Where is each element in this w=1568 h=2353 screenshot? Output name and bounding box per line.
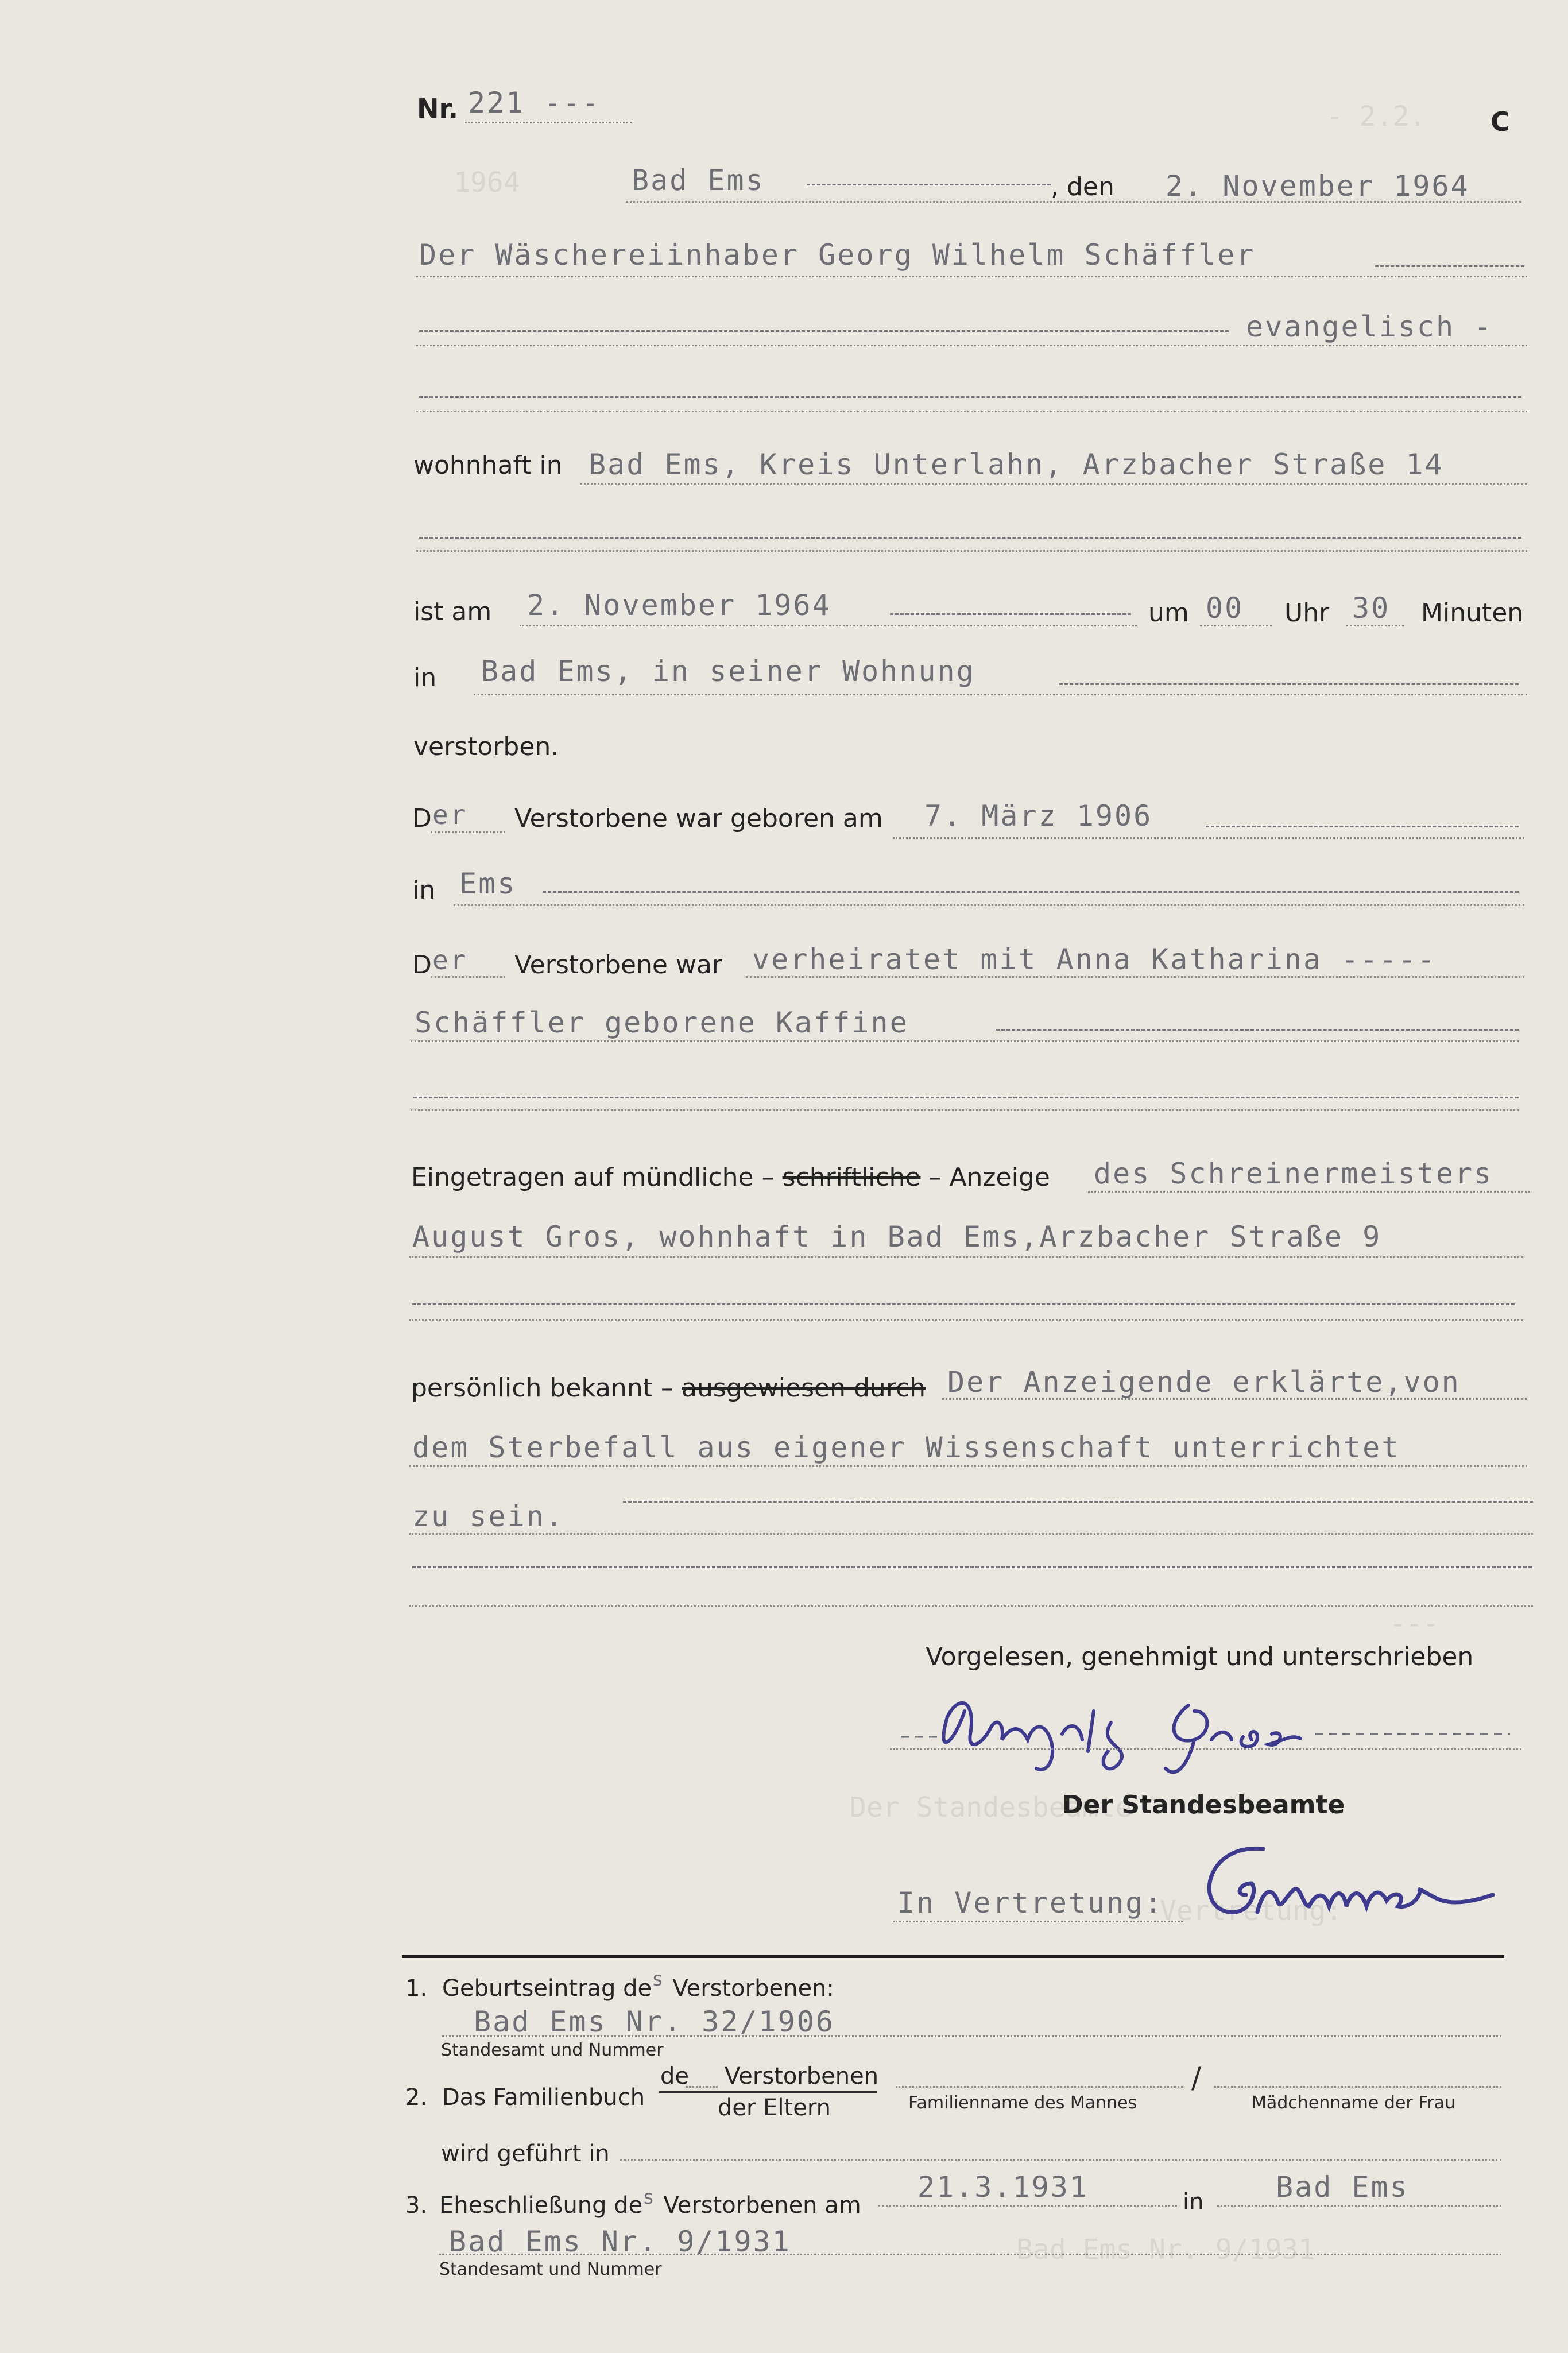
item3-number: 3. — [405, 2192, 428, 2219]
informant-label-struck: schriftliche — [782, 1163, 921, 1192]
footer-rule — [402, 1955, 1504, 1958]
item2-eltern: der Eltern — [718, 2095, 831, 2121]
item2-de: de — [660, 2063, 689, 2089]
in-vertretung-underline — [893, 1921, 1183, 1922]
blank-dashes-2 — [419, 537, 1521, 539]
birth-place-dashes — [543, 891, 1519, 893]
death-place-underline — [474, 694, 1527, 695]
informant-label — [411, 1163, 1050, 1192]
official-signature-ink — [1171, 1826, 1516, 1935]
marriage-label: Verstorbene war — [514, 950, 723, 980]
date-value: 2. November 1964 — [1166, 169, 1470, 203]
informant-underline-1 — [1088, 1191, 1530, 1193]
place-value: Bad Ems — [632, 164, 765, 197]
blank-underline-2 — [416, 550, 1527, 552]
item3-label-a: Eheschließung de — [439, 2192, 643, 2219]
item2-fraction-line — [659, 2091, 877, 2093]
informant-text-line1: des Schreinermeisters — [1094, 1157, 1493, 1190]
birth-article-underline — [431, 831, 505, 833]
item3-date-underline — [878, 2205, 1177, 2207]
birth-place: Ems — [459, 867, 517, 900]
identification-label — [411, 1373, 926, 1403]
death-place: Bad Ems, in seiner Wohnung — [481, 655, 975, 688]
item2-verstorbenen: Verstorbenen — [725, 2063, 879, 2089]
marriage-line2-dashes — [996, 1029, 1519, 1031]
name-dashes — [1375, 265, 1524, 267]
item3-standesamt-caption: Standesamt und Nummer — [439, 2259, 662, 2280]
nr-value: 221 --- — [468, 86, 601, 119]
death-place-dashes — [1059, 683, 1519, 685]
nr-label: Nr. — [417, 93, 459, 124]
address-underline — [580, 483, 1527, 485]
identification-text-line1: Der Anzeigende erklärte,von — [947, 1365, 1461, 1399]
informant-label-prefix: Eingetragen auf mündliche – — [411, 1163, 775, 1192]
item2-label: Das Familienbuch — [442, 2084, 645, 2111]
death-hour: 00 — [1206, 591, 1244, 625]
gefuehrt-underline — [620, 2159, 1501, 2161]
informant-signature-ink — [890, 1677, 1521, 1780]
familienname-caption: Familienname des Mannes — [908, 2093, 1137, 2113]
birth-date: 7. März 1906 — [924, 799, 1153, 833]
birth-date-underline — [893, 837, 1524, 839]
item1-label-a: Geburtseintrag de — [442, 1975, 652, 2002]
item1-number: 1. — [405, 1975, 428, 2002]
death-date-dashes — [890, 613, 1131, 615]
birth-in-label: in — [412, 876, 436, 905]
death-in-label: in — [413, 663, 437, 692]
official-signature — [1171, 1826, 1516, 1935]
item3-value: Bad Ems Nr. 9/1931 — [449, 2225, 791, 2258]
identification-underline-4 — [409, 1605, 1533, 1607]
item1-value: Bad Ems Nr. 32/1906 — [474, 2005, 835, 2038]
death-minutes: 30 — [1352, 591, 1391, 625]
item1-standesamt-caption: Standesamt und Nummer — [441, 2040, 664, 2060]
marriage-article-underline — [431, 976, 505, 978]
marriage-d-prefix: D — [412, 950, 432, 980]
item3-date: 21.3.1931 — [917, 2170, 1089, 2204]
uhr-label: Uhr — [1284, 598, 1330, 628]
identification-underline-1 — [942, 1398, 1527, 1400]
religion-dashes-left — [419, 330, 1229, 332]
item1-label-b: Verstorbenen: — [672, 1975, 834, 2002]
item3-place-underline — [1217, 2205, 1501, 2207]
marriage-text-line2: Schäffler geborene Kaffine — [415, 1006, 909, 1039]
item2-number: 2. — [405, 2084, 428, 2111]
item3-in-label: in — [1183, 2189, 1204, 2215]
item3-sup: s — [642, 2186, 656, 2209]
marriage-article: er — [432, 945, 468, 976]
birth-d-prefix: D — [412, 804, 432, 833]
place-date-underline — [626, 201, 1521, 203]
den-label: , den — [1051, 172, 1114, 202]
marriage-underline-2 — [411, 1040, 1519, 1042]
item2-separator: / — [1191, 2061, 1201, 2095]
blank-underline-1 — [416, 411, 1527, 412]
informant-blank-dashes — [412, 1303, 1515, 1305]
informant-label-suffix: – Anzeige — [928, 1163, 1050, 1192]
official-title: Der Standesbeamte — [1062, 1790, 1345, 1820]
birth-label: Verstorbene war geboren am — [514, 804, 883, 833]
place-dashes — [807, 184, 1051, 185]
death-date-underline — [520, 625, 1137, 626]
marriage-underline-3 — [411, 1109, 1519, 1111]
religion-value: evangelisch - — [1246, 310, 1493, 343]
identification-text-line3: zu sein. — [412, 1500, 564, 1533]
birth-place-underline — [454, 904, 1524, 906]
verstorben-label: verstorben. — [413, 732, 559, 761]
religion-underline — [416, 345, 1527, 346]
informant-text-line2: August Gros, wohnhaft in Bad Ems,Arzbacher Straße 9 — [412, 1220, 1382, 1253]
identification-text-line2: dem Sterbefall aus eigener Wissenschaft unterrichtet — [412, 1431, 1401, 1464]
item3-underline — [439, 2254, 1501, 2255]
informant-signature — [890, 1677, 1521, 1780]
marriage-underline-1 — [746, 976, 1524, 978]
identification-underline-3 — [409, 1533, 1533, 1535]
item3-label — [439, 2186, 861, 2219]
identification-line3-dashes — [623, 1501, 1533, 1503]
item1-label — [442, 1968, 834, 2002]
identification-blank-dashes — [412, 1566, 1532, 1568]
item3-place: Bad Ems — [1276, 2170, 1409, 2204]
item2-de-underline — [686, 2086, 718, 2088]
hour-underline — [1200, 625, 1272, 626]
maedchenname-caption: Mädchenname der Frau — [1252, 2093, 1456, 2113]
death-date: 2. November 1964 — [527, 589, 831, 622]
identification-underline-2 — [409, 1465, 1527, 1467]
birth-article: er — [432, 799, 468, 830]
minutes-underline — [1346, 625, 1404, 626]
informant-underline-2 — [409, 1256, 1523, 1258]
item3-label-b: Verstorbenen am — [663, 2192, 861, 2219]
deceased-name-line: Der Wäschereiinhaber Georg Wilhelm Schäffler — [419, 238, 1256, 272]
identification-label-prefix: persönlich bekannt – — [411, 1373, 674, 1403]
ist-am-label: ist am — [413, 597, 492, 626]
name-underline — [416, 276, 1527, 277]
gefuehrt-label: wird geführt in — [441, 2141, 610, 2167]
in-vertretung-label: In Vertretung: — [897, 1886, 1164, 1919]
address-value: Bad Ems, Kreis Unterlahn, Arzbacher Straße 14 — [589, 448, 1444, 481]
item1-underline — [442, 2035, 1501, 2037]
wohnhaft-label: wohnhaft in — [413, 451, 563, 480]
nr-underline — [465, 122, 632, 123]
informant-underline-3 — [409, 1319, 1523, 1321]
item1-sup: s — [652, 1968, 665, 1991]
identification-label-struck: ausgewiesen durch — [682, 1373, 926, 1403]
corner-letter: C — [1490, 106, 1510, 137]
informant-signature-underline — [890, 1748, 1521, 1750]
minuten-label: Minuten — [1421, 598, 1524, 628]
item2-wife-underline — [1214, 2086, 1501, 2088]
um-label: um — [1148, 598, 1189, 628]
item2-husband-underline — [896, 2086, 1183, 2088]
marriage-blank-dashes — [413, 1097, 1519, 1098]
vorgelesen-label: Vorgelesen, genehmigt und unterschrieben — [926, 1642, 1474, 1671]
marriage-text-line1: verheiratet mit Anna Katharina ----- — [752, 943, 1437, 976]
birth-date-dashes — [1206, 826, 1519, 827]
blank-dashes-1 — [419, 396, 1521, 398]
